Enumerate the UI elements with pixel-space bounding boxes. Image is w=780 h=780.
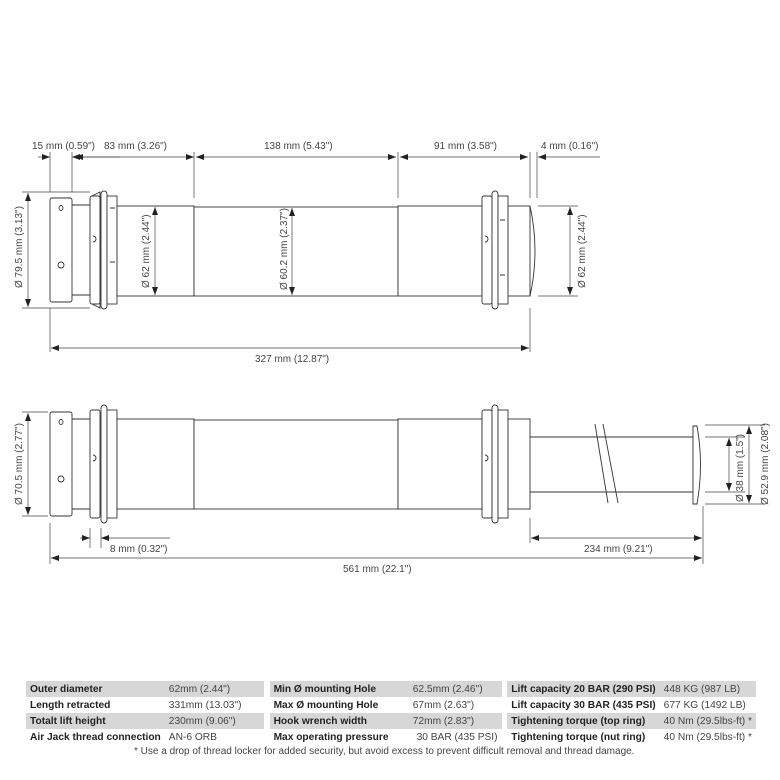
dim-flange-width: 15 mm (0.59") <box>32 141 96 152</box>
spec-row <box>26 713 756 729</box>
dim-cap: 4 mm (0.16") <box>541 141 599 152</box>
spec-value: 30 BAR (435 PSI) <box>416 731 498 743</box>
spec-value: 230mm (9.06") <box>165 713 264 729</box>
spec-label: Max Ø mounting Hole <box>273 699 379 711</box>
spec-label: Lift capacity 20 BAR (290 PSI) <box>507 681 659 697</box>
dim-diameter-body-front: Ø 62 mm (2.44") <box>141 214 152 288</box>
spec-table <box>26 681 756 745</box>
spec-row <box>26 697 756 713</box>
dim-overall-length-extended: 561 mm (22.1") <box>343 564 412 575</box>
spec-value: AN-6 ORB <box>168 731 217 743</box>
spec-label: Outer diameter <box>26 681 165 697</box>
spec-label: Air Jack thread connection <box>30 731 161 743</box>
spec-value: 72mm (2.83") <box>409 713 502 729</box>
dim-ring-gap: 8 mm (0.32") <box>110 544 168 555</box>
dim-diameter-body-mid: Ø 60.2 mm (2.37") <box>279 208 290 290</box>
dim-body-rear: 91 mm (3.58") <box>434 141 498 152</box>
spec-value: 448 KG (987 LB) <box>660 681 756 697</box>
spec-value: 62.5mm (2.46") <box>409 681 502 697</box>
dim-foot-diameter: Ø 52.9 mm (2.08") <box>760 423 771 505</box>
spec-row <box>26 681 756 697</box>
spec-label: Min Ø mounting Hole <box>270 681 409 697</box>
dim-body-mid: 138 mm (5.43") <box>264 141 333 152</box>
spec-table-container <box>26 681 756 745</box>
top-view-jack <box>50 191 535 309</box>
dim-piston-diameter: Ø 38 mm (1.5") <box>735 433 746 502</box>
spec-value: 67mm (2.63") <box>412 699 475 711</box>
spec-value: 677 KG (1492 LB) <box>663 699 746 711</box>
spec-label: Tightening torque (nut ring) <box>511 731 646 743</box>
spec-label: Totalt lift height <box>26 713 165 729</box>
dim-diameter-flange-bottom: Ø 70.5 mm (2.77") <box>14 423 25 505</box>
spec-label: Length retracted <box>30 699 111 711</box>
dim-diameter-end: Ø 62 mm (2.44") <box>577 214 588 288</box>
spec-label: Max operating pressure <box>273 731 389 743</box>
footnote: * Use a drop of thread locker for added security, but avoid excess to prevent difficult removal and thread damage. <box>134 746 635 757</box>
dim-stroke: 234 mm (9.21") <box>584 544 653 555</box>
spec-value: 62mm (2.44") <box>165 681 264 697</box>
spec-value: 40 Nm (29.5lbs-ft) * <box>660 713 756 729</box>
bottom-view-jack <box>50 405 701 523</box>
spec-row <box>26 729 756 745</box>
spec-value: 331mm (13.03") <box>168 699 242 711</box>
spec-label: Tightening torque (top ring) <box>507 713 659 729</box>
dim-body-front: 83 mm (3.26") <box>104 141 168 152</box>
dim-overall-length-retracted: 327 mm (12.87") <box>255 354 330 365</box>
dim-diameter-flange-top: Ø 79.5 mm (3.13") <box>14 206 25 288</box>
spec-label: Lift capacity 30 BAR (435 PSI) <box>511 699 656 711</box>
spec-label: Hook wrench width <box>270 713 409 729</box>
spec-value: 40 Nm (29.5lbs-ft) * <box>663 731 752 743</box>
